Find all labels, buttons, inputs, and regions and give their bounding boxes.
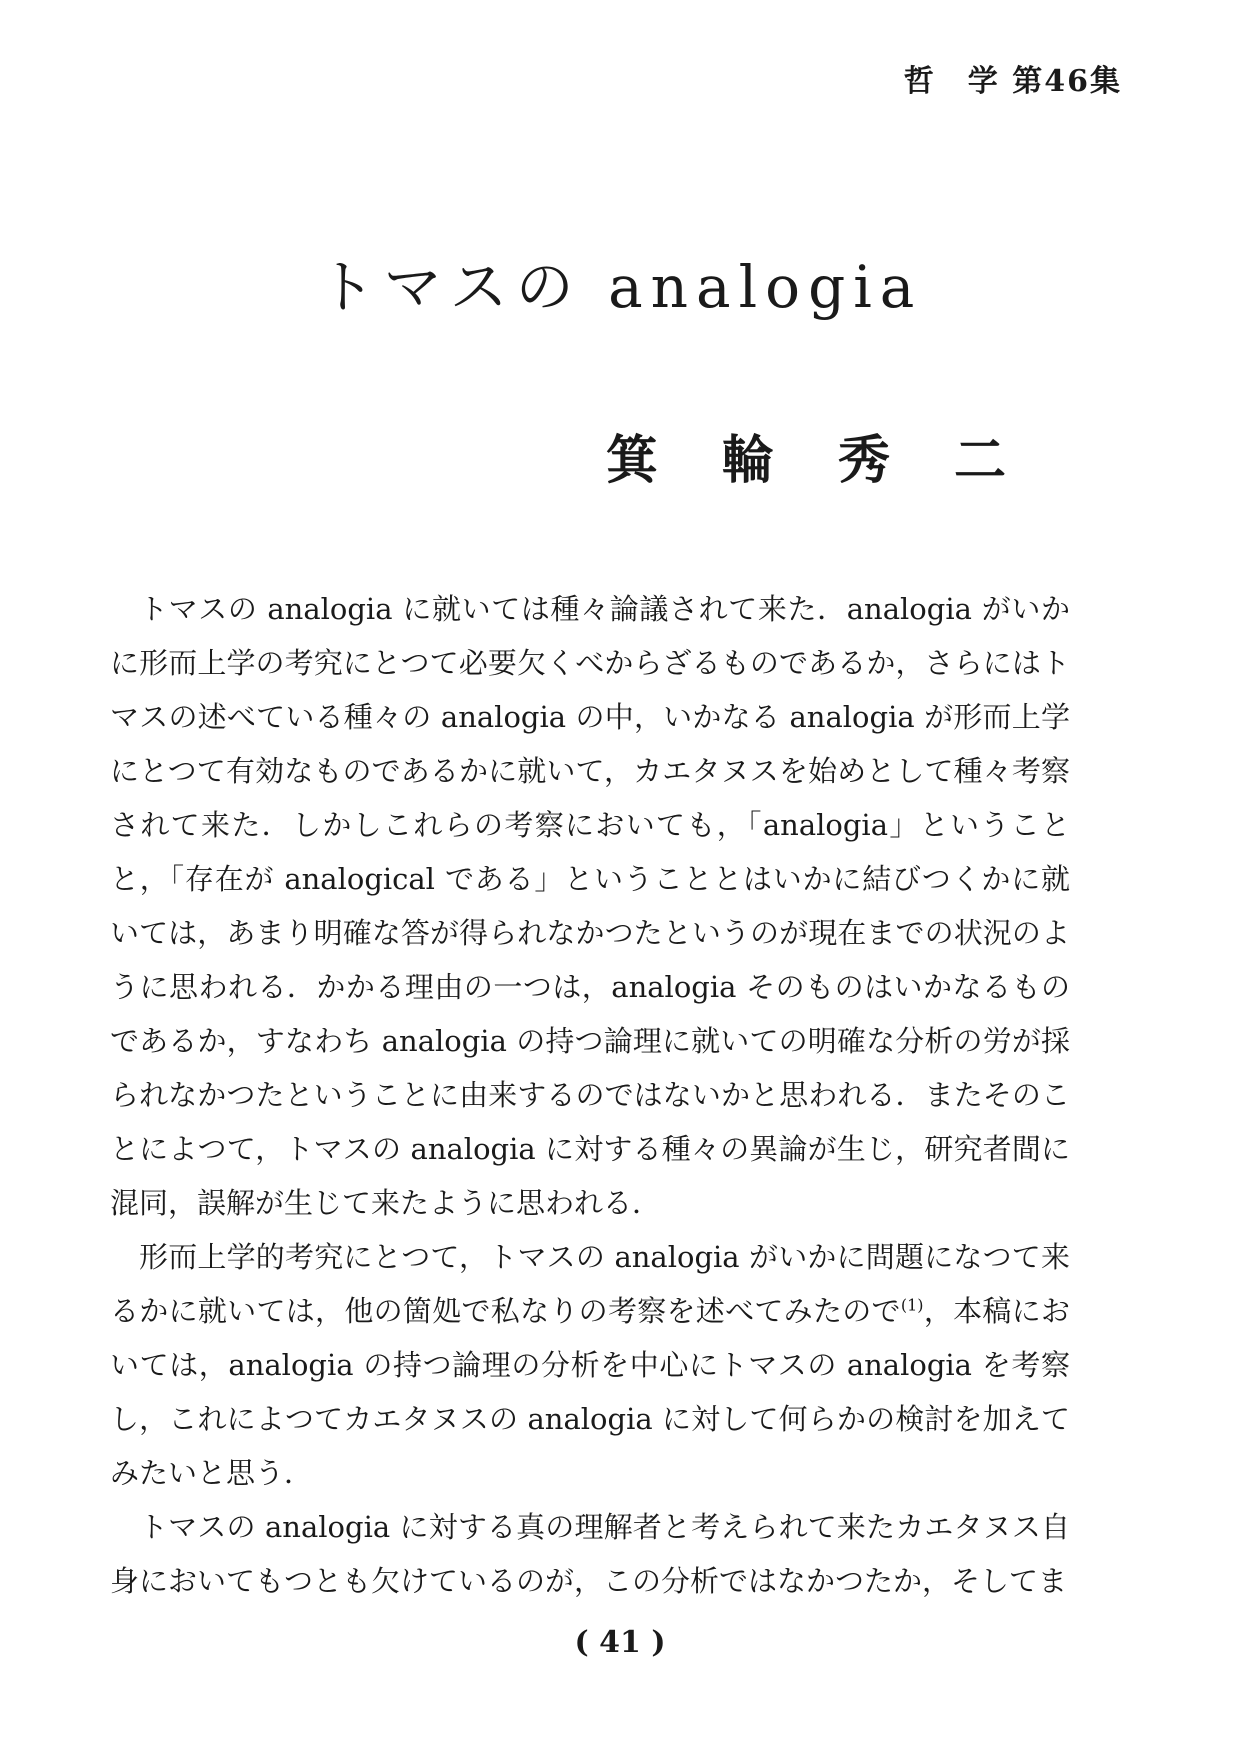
- paragraph-3: トマスの analogia に対する真の理解者と考えられて来たカエタヌス自身においてもつとも欠けているのが，この分析ではなかつたか，そしてま: [110, 1510, 1070, 1598]
- journal-header: 哲 学 第46集: [903, 64, 1122, 99]
- footnote-reference: (1): [900, 1295, 924, 1315]
- article-body: [110, 582, 1070, 1608]
- paragraph-1: トマスの analogia に就いては種々論議されて来た．analogia がいかに形而上学の考究にとつて必要欠くべからざるものであるか，さらにはトマスの述べている種々の analogia の中，いかなる analogia が形而上学にとつて有効なものであるかに就いて，カエタヌスを始めとして種々考察されて来た．しかしこれらの考察においても，「analogia」ということと，「存在が analogical である」ということとはいかに結びつくかに就いては，あまり明確な答が得られなかつたというのが現在までの状況のように思われる．かかる理由の一つは，analogia そのものはいかなるものであるか，すなわち analogia の持つ論理に就いての明確な分析の労が採られなかつたということに由来するのではないかと思われる．またそのことによつて，トマスの analogia に対する種々の異論が生じ，研究者間に混同，誤解が生じて来たように思われる．: [110, 592, 1070, 1220]
- page-number: ( 41 ): [574, 1625, 666, 1660]
- paragraph-2-part-2: ，本稿においては，analogia の持つ論理の分析を中心にトマスの analogia を考察し，これによつてカエタヌスの analogia に対して何らかの検討を加えてみたいと思う．: [110, 1294, 1070, 1490]
- paragraph-2-part-1: 形而上学的考究にとつて，トマスの analogia がいかに問題になつて来るかに就いては，他の箇処で私なりの考察を述べてみたので: [110, 1240, 1070, 1328]
- article-title: トマスの analogia: [317, 253, 923, 321]
- paragraph-2: [110, 1230, 1070, 1500]
- author-name: 箕輪秀二: [605, 430, 1070, 491]
